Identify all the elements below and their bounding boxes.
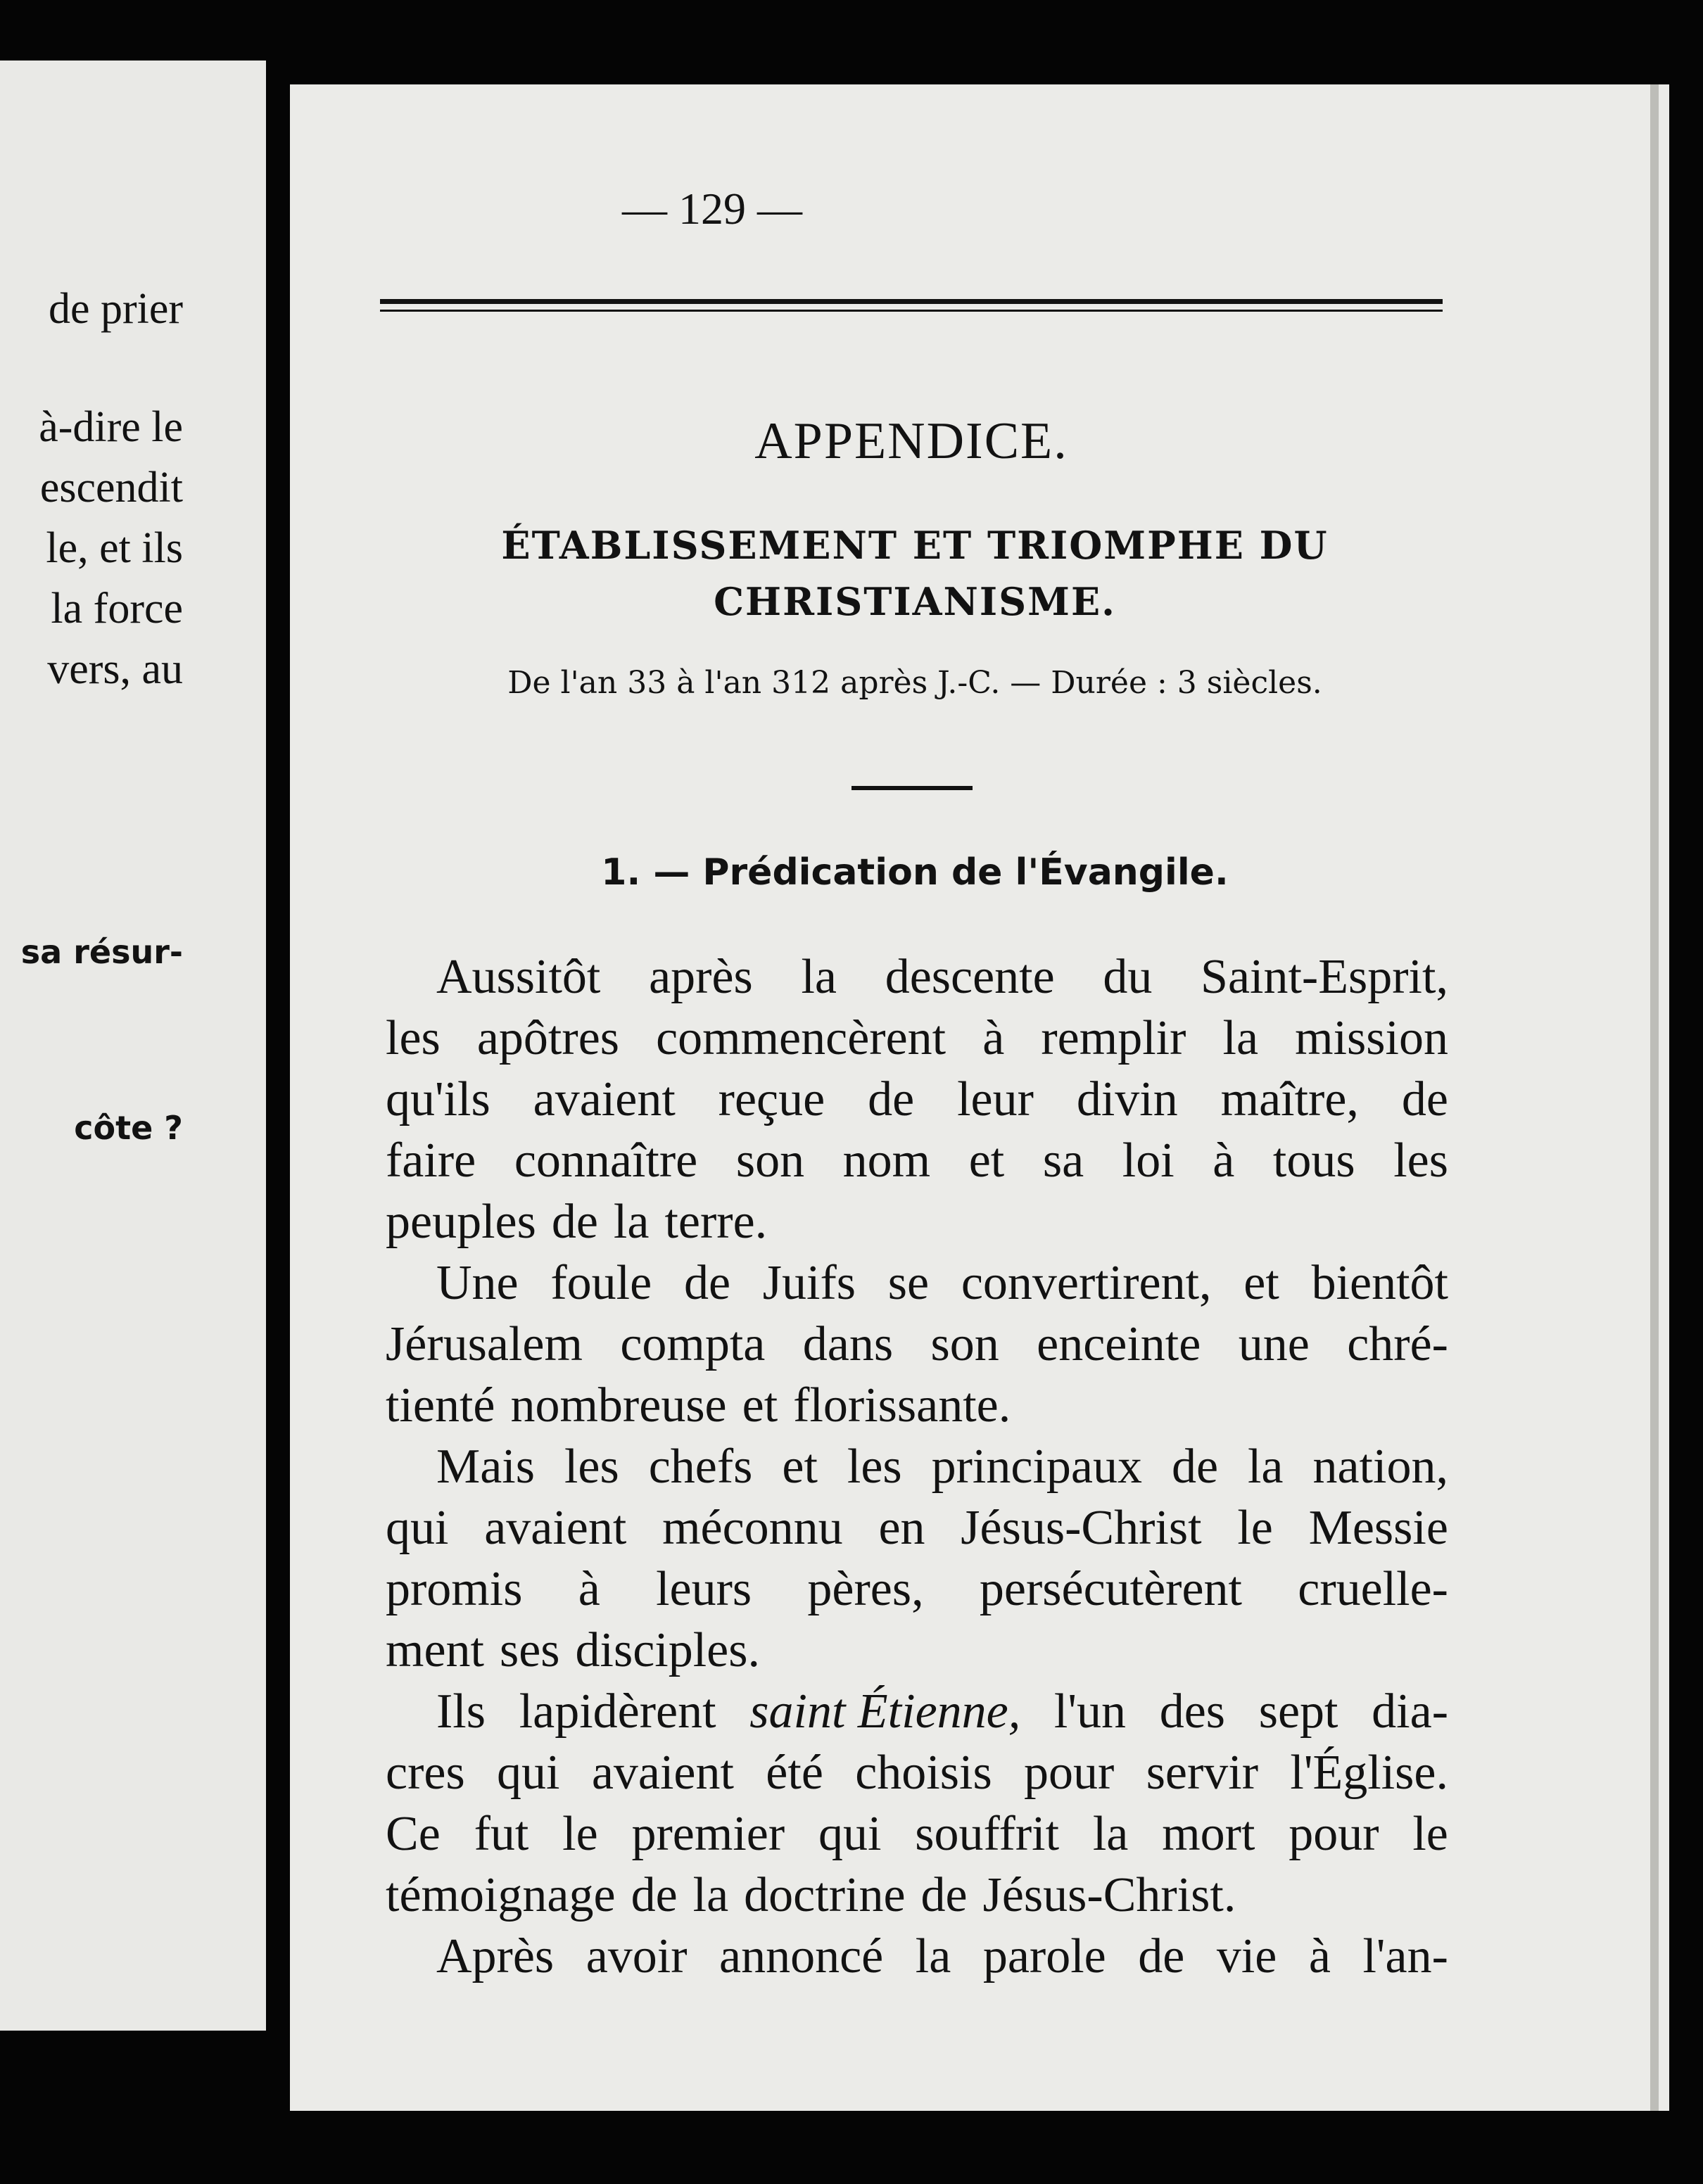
word: se	[887, 1256, 930, 1310]
word: de	[631, 1868, 678, 1922]
word: à	[578, 1562, 600, 1616]
word: remplir	[1041, 1011, 1186, 1065]
word: de	[920, 1868, 968, 1922]
text-line	[386, 1742, 1448, 1803]
text-line	[386, 1681, 1448, 1742]
word: avaient	[484, 1501, 627, 1555]
word: mort	[1162, 1807, 1255, 1861]
word: de	[1171, 1440, 1219, 1494]
left-page-fragment	[0, 61, 266, 2031]
word: faire	[386, 1134, 476, 1188]
section-divider	[852, 786, 973, 790]
word: les	[564, 1440, 619, 1494]
word: avoir	[585, 1929, 688, 1983]
word: doctrine	[744, 1868, 906, 1922]
word: Aussitôt	[436, 950, 601, 1004]
word: l'Église.	[1290, 1746, 1448, 1800]
word: reçue	[718, 1072, 825, 1126]
word: premier	[631, 1807, 785, 1861]
word: et	[742, 1378, 778, 1433]
word: parole	[982, 1929, 1106, 1983]
word: la	[915, 1929, 951, 1983]
text-line	[386, 1191, 1448, 1252]
word: dia-	[1372, 1684, 1448, 1739]
word: été	[766, 1746, 823, 1800]
word: loi	[1122, 1134, 1175, 1188]
word: Jésus-Christ	[961, 1501, 1202, 1555]
text-line	[386, 1865, 1448, 1926]
word: principaux	[931, 1440, 1142, 1494]
word: de	[1138, 1929, 1185, 1983]
word: cres	[386, 1746, 465, 1800]
word: Ils	[436, 1684, 486, 1739]
word: les	[1393, 1134, 1448, 1188]
left-fragment: escendit	[39, 464, 183, 512]
left-fragment: le, et ils	[46, 524, 183, 572]
word: nom	[842, 1134, 931, 1188]
word: l'un	[1053, 1684, 1126, 1739]
section-title: 1. — Prédication de l'Évangile.	[601, 851, 1229, 894]
word: Mais	[436, 1440, 535, 1494]
word: Ce	[386, 1807, 441, 1861]
page-heading: APPENDICE.	[754, 412, 1068, 470]
word: ment	[386, 1623, 484, 1677]
word: convertirent,	[961, 1256, 1212, 1310]
word: Une	[436, 1256, 519, 1310]
word: compta	[620, 1317, 766, 1371]
word: pères,	[807, 1562, 924, 1616]
word: la	[1222, 1011, 1259, 1065]
word: descente	[885, 950, 1055, 1004]
word: terre.	[664, 1195, 768, 1249]
text-line	[386, 1497, 1448, 1558]
word: la	[613, 1195, 650, 1249]
word: qui	[818, 1807, 882, 1861]
word: servir	[1146, 1746, 1259, 1800]
word: tienté	[386, 1378, 495, 1433]
word: vie	[1216, 1929, 1277, 1983]
left-fragment: sa résur-	[20, 933, 183, 971]
word: de	[551, 1195, 598, 1249]
left-fragment: vers, au	[47, 645, 183, 693]
word: qu'ils	[386, 1072, 490, 1126]
word: Jérusalem	[386, 1317, 583, 1371]
word: persécutèrent	[979, 1562, 1242, 1616]
header-rule	[380, 299, 1443, 304]
word: connaître	[514, 1134, 698, 1188]
left-fragment: la force	[51, 585, 183, 633]
word: avaient	[591, 1746, 734, 1800]
word: bientôt	[1311, 1256, 1448, 1310]
text-line	[386, 946, 1448, 1008]
word: leur	[957, 1072, 1034, 1126]
word: tous	[1272, 1134, 1355, 1188]
word: pour	[1289, 1807, 1379, 1861]
word: disciples.	[575, 1623, 760, 1677]
word: Juifs	[762, 1256, 856, 1310]
word: la	[801, 950, 837, 1004]
word: à	[982, 1011, 1005, 1065]
word: cruelle-	[1298, 1562, 1448, 1616]
word: l'an-	[1362, 1929, 1448, 1983]
word: et	[1243, 1256, 1279, 1310]
text-line	[386, 1008, 1448, 1069]
word: divin	[1076, 1072, 1178, 1126]
word: sa	[1042, 1134, 1084, 1188]
text-line	[386, 1926, 1448, 1987]
word: chré-	[1347, 1317, 1448, 1371]
word: dans	[802, 1317, 894, 1371]
word: Messie	[1308, 1501, 1448, 1555]
word: maître,	[1220, 1072, 1359, 1126]
word: qui	[386, 1501, 449, 1555]
word: à	[1308, 1929, 1331, 1983]
word: commencèrent	[656, 1011, 947, 1065]
word: foule	[550, 1256, 652, 1310]
word: de	[1401, 1072, 1448, 1126]
word: sept	[1258, 1684, 1338, 1739]
word: son	[735, 1134, 805, 1188]
page-number: — 129 —	[622, 184, 802, 234]
word: peuples	[386, 1195, 536, 1249]
word: choisis	[855, 1746, 992, 1800]
word: avaient	[533, 1072, 676, 1126]
text-line	[386, 1803, 1448, 1865]
text-line	[386, 1130, 1448, 1191]
word: qui	[497, 1746, 560, 1800]
word: méconnu	[662, 1501, 843, 1555]
text-line	[386, 1558, 1448, 1620]
chapter-title-line: ÉTABLISSEMENT ET TRIOMPHE DU	[501, 523, 1329, 568]
word: annoncé	[719, 1929, 884, 1983]
word: de	[683, 1256, 731, 1310]
word: apôtres	[476, 1011, 619, 1065]
word: nation,	[1312, 1440, 1448, 1494]
word: les	[386, 1011, 441, 1065]
word: en	[878, 1501, 925, 1555]
word: chefs	[648, 1440, 753, 1494]
word: à	[1213, 1134, 1235, 1188]
word: mission	[1295, 1011, 1448, 1065]
text-line	[386, 1069, 1448, 1130]
word: après	[649, 950, 753, 1004]
left-fragment: de prier	[48, 285, 183, 333]
word: la	[1092, 1807, 1129, 1861]
page-edge	[1650, 84, 1659, 2111]
word: le	[562, 1807, 598, 1861]
word: fut	[474, 1807, 529, 1861]
word: de	[868, 1072, 915, 1126]
word: Après	[436, 1929, 555, 1983]
word: témoignage	[386, 1868, 616, 1922]
word: le	[1237, 1501, 1273, 1555]
word: lapidèrent	[519, 1684, 716, 1739]
text-line	[386, 1375, 1448, 1436]
word: et	[782, 1440, 818, 1494]
word: le	[1412, 1807, 1448, 1861]
date-range: De l'an 33 à l'an 312 après J.-C. — Durée : 3 siècles.	[507, 665, 1322, 701]
word: saint Étienne,	[749, 1684, 1021, 1739]
word: florissante.	[793, 1378, 1011, 1433]
text-line	[386, 1252, 1448, 1314]
word: la	[1247, 1440, 1284, 1494]
left-fragment: côte ?	[74, 1109, 183, 1147]
word: son	[930, 1317, 999, 1371]
word: ses	[499, 1623, 560, 1677]
word: et	[968, 1134, 1005, 1188]
word: leurs	[656, 1562, 752, 1616]
word: les	[847, 1440, 902, 1494]
word: des	[1159, 1684, 1225, 1739]
book-gutter	[266, 42, 290, 2083]
text-line	[386, 1314, 1448, 1375]
word: Jésus-Christ.	[982, 1868, 1236, 1922]
text-line	[386, 1620, 1448, 1681]
word: souffrit	[915, 1807, 1060, 1861]
header-rule-thin	[380, 310, 1443, 312]
body-text	[386, 946, 1448, 1987]
word: pour	[1024, 1746, 1115, 1800]
chapter-title-line: CHRISTIANISME.	[714, 579, 1116, 624]
text-line	[386, 1436, 1448, 1497]
word: une	[1238, 1317, 1310, 1371]
word: Saint-Esprit,	[1201, 950, 1448, 1004]
left-fragment: à-dire le	[39, 403, 183, 451]
word: nombreuse	[510, 1378, 727, 1433]
word: enceinte	[1037, 1317, 1201, 1371]
word: la	[692, 1868, 729, 1922]
word: promis	[386, 1562, 523, 1616]
word: du	[1103, 950, 1153, 1004]
chapter-title	[422, 517, 1407, 630]
